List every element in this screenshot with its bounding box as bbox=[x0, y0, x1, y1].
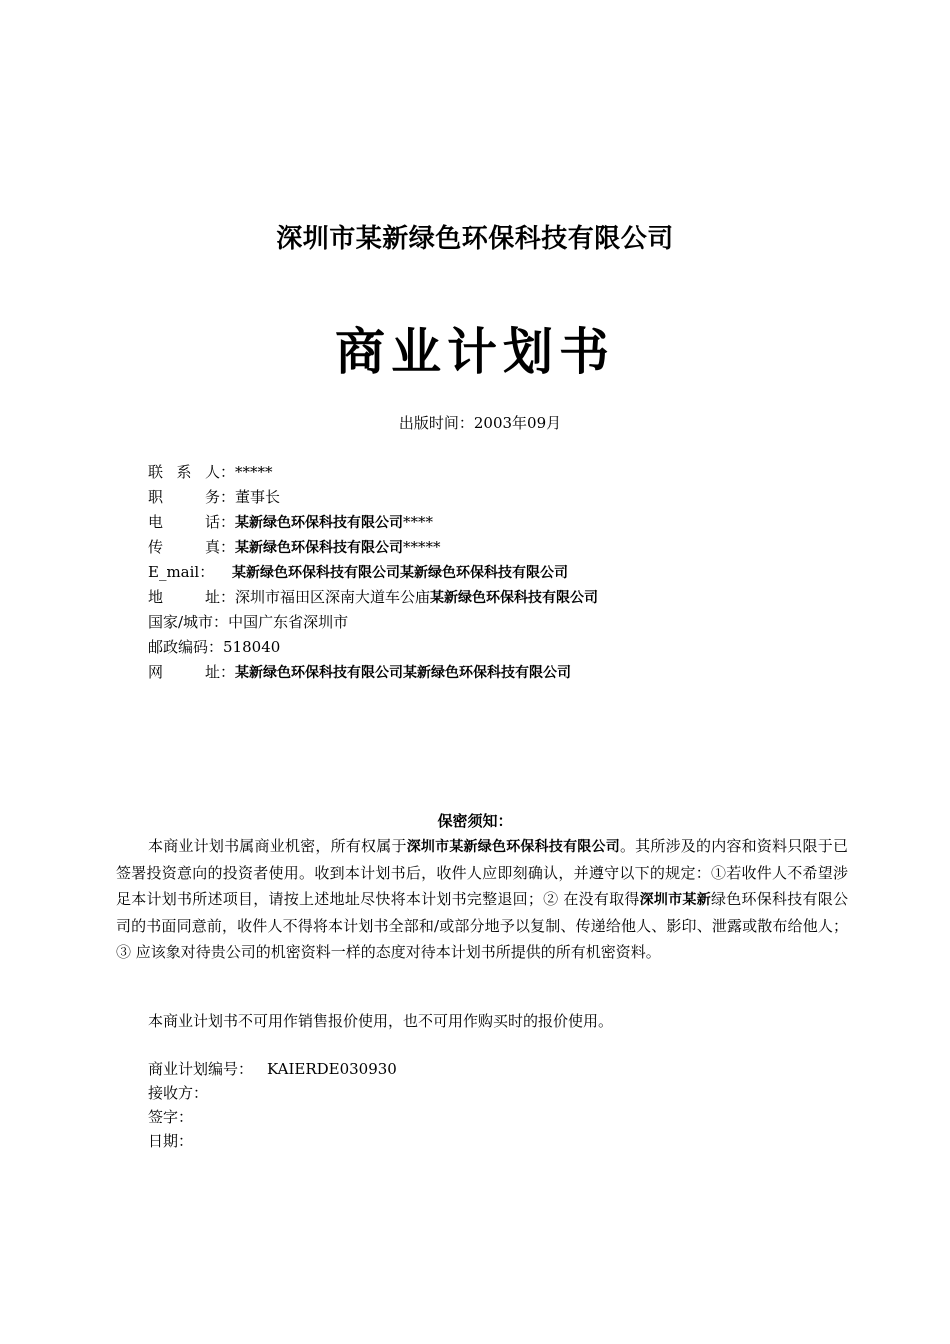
phone-row bbox=[148, 510, 848, 535]
address-company: 某新绿色环保科技有限公司 bbox=[430, 590, 599, 606]
position-label: 职务 bbox=[148, 488, 220, 506]
contact-person-value: ***** bbox=[235, 463, 273, 481]
confidentiality-text-3: 绿色环保科技有限公司的书面同意前，收件人不得将本计划书全部和/或部分地予以复制、传递给他人、影印、泄露或散布给他人；③ 应该象对待贵公司的机密资料一样的态度对待本计划书所提供的所有机密资料。 bbox=[116, 890, 848, 961]
colon: ： bbox=[220, 488, 236, 506]
colon: ： bbox=[220, 588, 236, 606]
fax-row bbox=[148, 535, 848, 560]
phone-company: 某新绿色环保科技有限公司 bbox=[235, 515, 404, 531]
confidentiality-text-2: 。其所涉及的内容和资料只限于已签署投资意向的投资者使用。收到本计划书后，收件人应即刻确认，并遵守以下的规定：①若收件人不希望涉足本计划书所述项目，请按上述地址尽快将本计划书完整退回；② 在没有取得 bbox=[116, 837, 848, 908]
confidentiality-heading: 保密须知： bbox=[437, 812, 513, 830]
contact-person-label: 联系人 bbox=[148, 463, 220, 481]
country-value: 中国广东省深圳市 bbox=[228, 613, 349, 631]
postcode-value: 518040 bbox=[223, 638, 281, 656]
fax-company: 某新绿色环保科技有限公司 bbox=[235, 540, 404, 556]
publication-date: 出版时间：2003年09月 bbox=[398, 414, 562, 432]
position-row bbox=[148, 485, 848, 510]
date-row bbox=[148, 1129, 848, 1153]
recipient-label: 接收方： bbox=[148, 1084, 209, 1102]
address-label: 地址 bbox=[148, 588, 220, 606]
footer-fields bbox=[148, 1057, 848, 1153]
fax-value: ***** bbox=[403, 538, 441, 556]
signature-row bbox=[148, 1105, 848, 1129]
position-value: 董事长 bbox=[235, 488, 281, 506]
plan-number-row bbox=[148, 1057, 848, 1081]
colon: ： bbox=[220, 463, 236, 481]
country-label: 国家/城市： bbox=[148, 613, 229, 631]
phone-value: **** bbox=[403, 513, 434, 531]
confidentiality-company-short-bold: 深圳市某新 bbox=[639, 892, 711, 908]
recipient-row bbox=[148, 1081, 848, 1105]
contact-person-row bbox=[148, 460, 848, 485]
confidentiality-company-bold: 深圳市某新绿色环保科技有限公司 bbox=[406, 839, 620, 855]
country-row bbox=[148, 610, 848, 635]
colon: ： bbox=[220, 538, 236, 556]
price-quote-notice: 本商业计划书不可用作销售报价使用，也不可用作购买时的报价使用。 bbox=[148, 1012, 614, 1030]
date-label: 日期： bbox=[148, 1132, 194, 1150]
email-value[interactable]: 某新绿色环保科技有限公司某新绿色环保科技有限公司 bbox=[232, 565, 568, 581]
plan-number-label: 商业计划编号： bbox=[148, 1060, 254, 1078]
confidentiality-paragraph bbox=[116, 833, 848, 965]
email-label: E_mail： bbox=[148, 563, 215, 581]
plan-number-value: KAIERDE030930 bbox=[267, 1060, 397, 1078]
website-value[interactable]: 某新绿色环保科技有限公司某新绿色环保科技有限公司 bbox=[235, 665, 572, 681]
colon: ： bbox=[220, 663, 236, 681]
document-title: 商业计划书 bbox=[335, 323, 615, 381]
address-row bbox=[148, 585, 848, 610]
company-title: 深圳市某新绿色环保科技有限公司 bbox=[276, 224, 674, 254]
email-row bbox=[148, 560, 848, 585]
colon: ： bbox=[220, 513, 236, 531]
signature-label: 签字： bbox=[148, 1108, 194, 1126]
phone-label: 电话 bbox=[148, 513, 220, 531]
contact-list bbox=[148, 460, 848, 685]
website-row bbox=[148, 660, 848, 685]
fax-label: 传真 bbox=[148, 538, 220, 556]
confidentiality-text-1: 本商业计划书属商业机密，所有权属于 bbox=[148, 837, 407, 855]
postcode-row bbox=[148, 635, 848, 660]
website-label: 网址 bbox=[148, 663, 220, 681]
postcode-label: 邮政编码： bbox=[148, 638, 224, 656]
address-prefix: 深圳市福田区深南大道车公庙 bbox=[235, 588, 431, 606]
